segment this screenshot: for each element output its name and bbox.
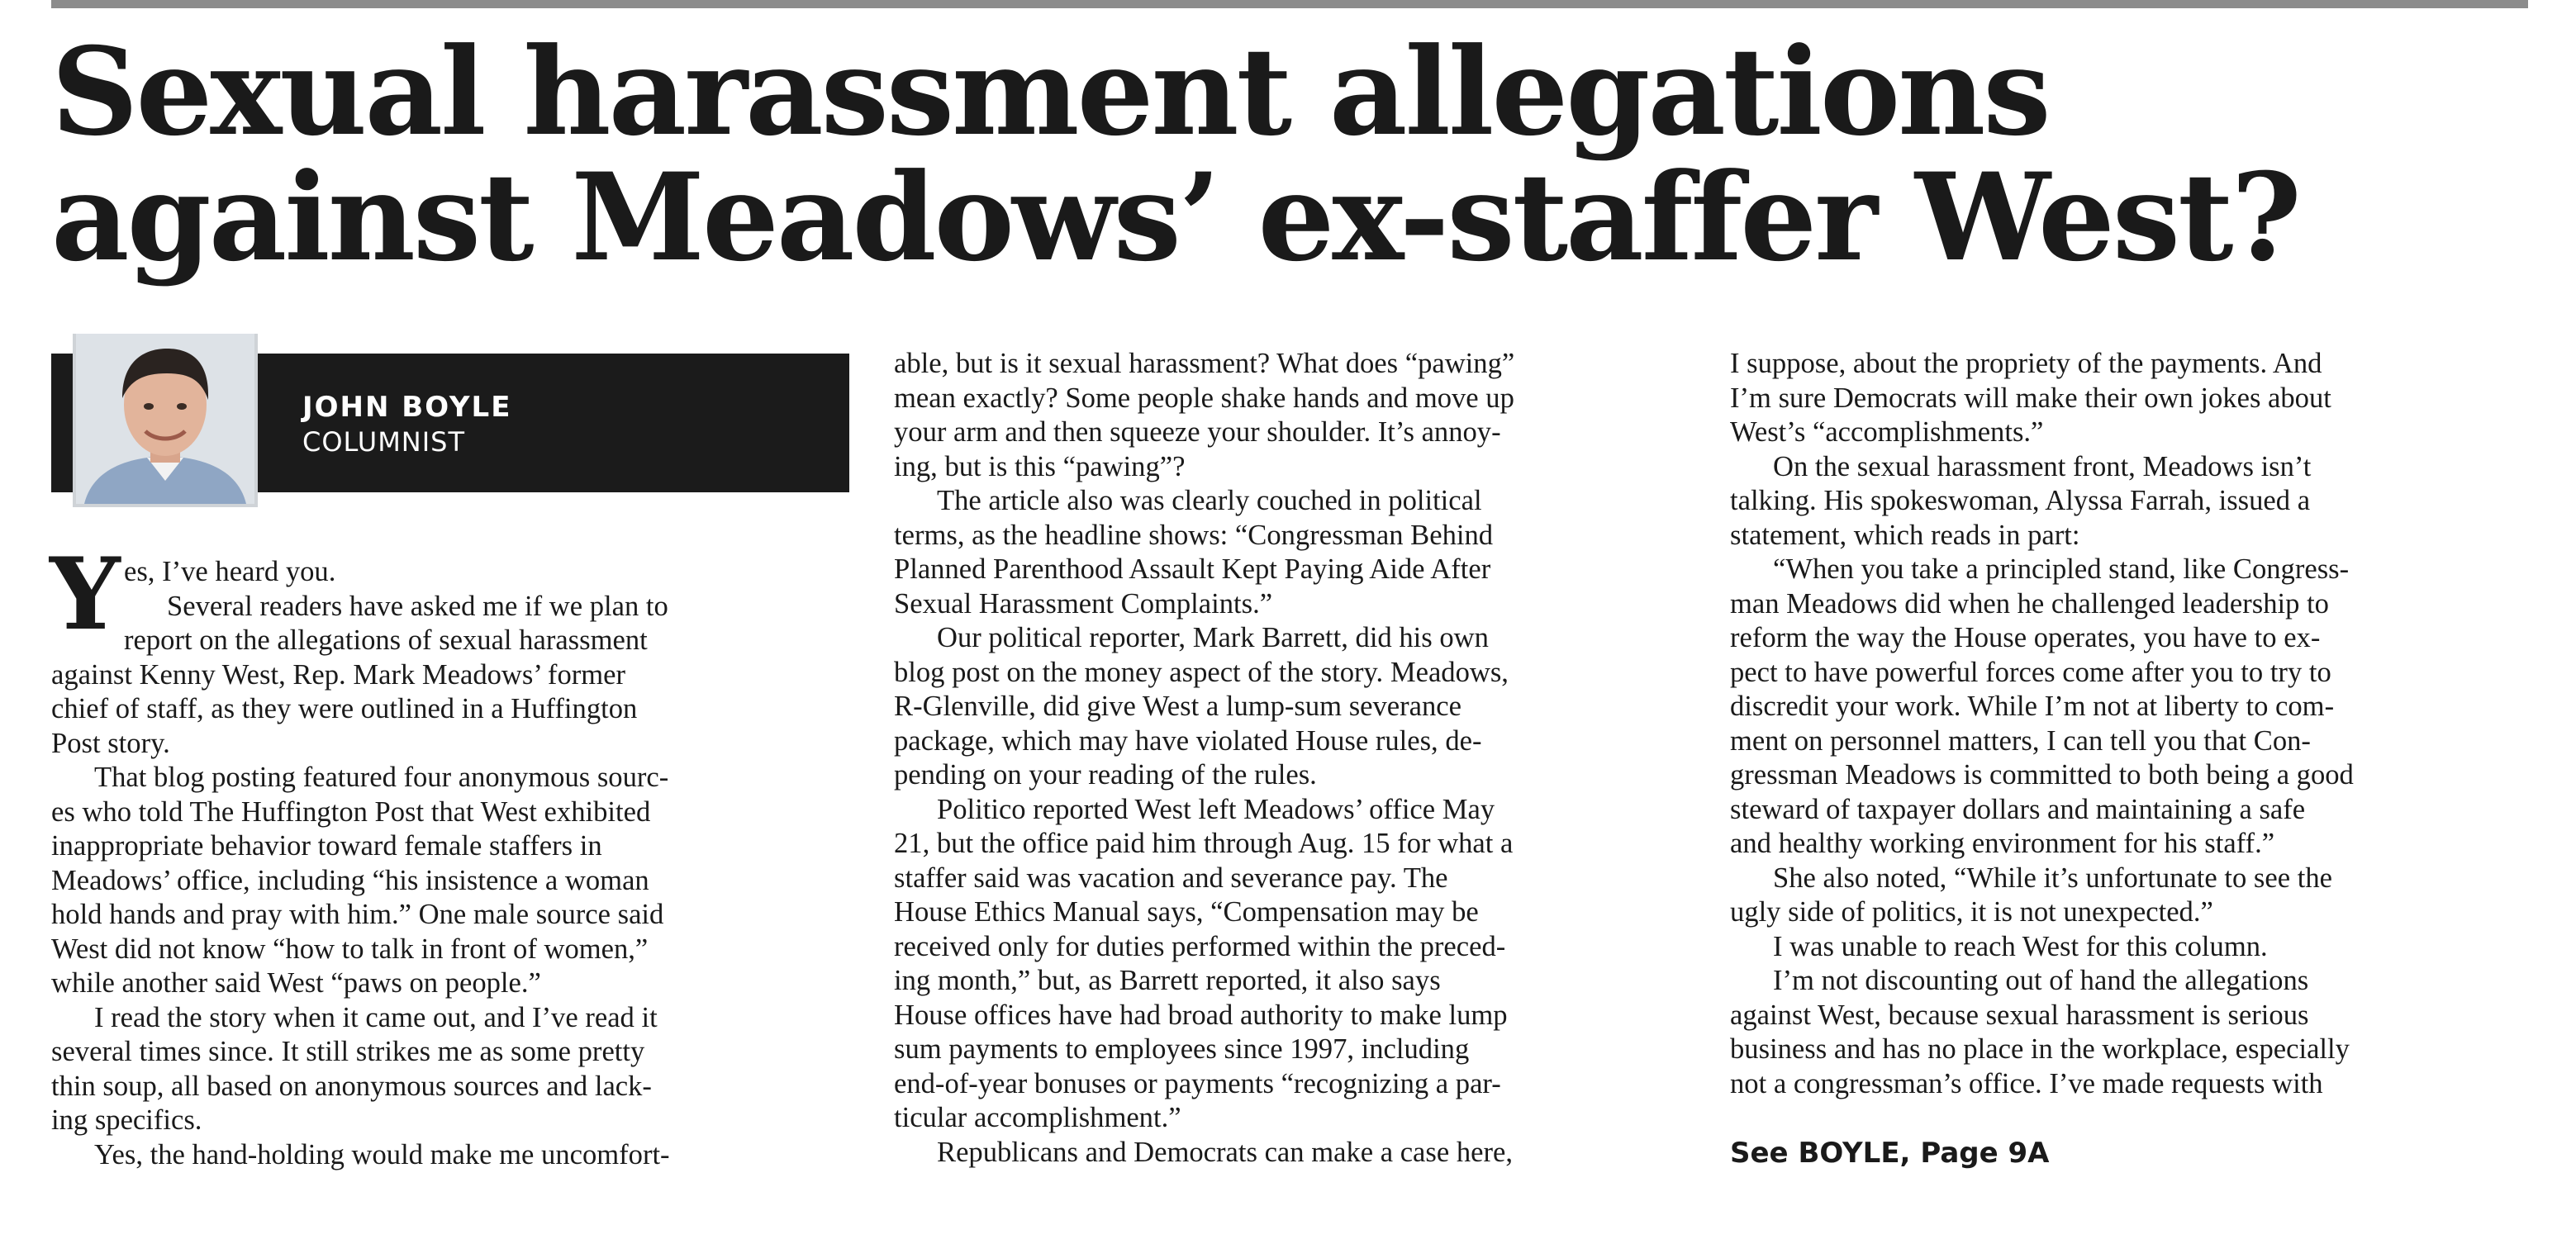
byline bbox=[302, 390, 511, 459]
paragraph-line: talking. His spokeswoman, Alyssa Farrah, issued a bbox=[1730, 485, 2311, 516]
paragraph-line: thin soup, all based on anonymous sources and lack- bbox=[51, 1070, 652, 1102]
paragraph-line: House Ethics Manual says, “Compensation may be bbox=[894, 896, 1479, 928]
paragraph-line: staffer said was vacation and severance pay. The bbox=[894, 862, 1448, 894]
paragraph-line: your arm and then squeeze your shoulder. It’s annoy- bbox=[894, 416, 1501, 448]
article-column-3 bbox=[1730, 347, 2354, 1101]
article-column-1 bbox=[51, 555, 670, 1172]
paragraph-line: pending on your reading of the rules. bbox=[894, 759, 1317, 791]
paragraph-line: end-of-year bonuses or payments “recognizing a par- bbox=[894, 1067, 1501, 1099]
paragraph-line: Republicans and Democrats can make a case here, bbox=[937, 1136, 1513, 1168]
paragraph-line: I was unable to reach West for this column. bbox=[1773, 930, 2268, 962]
headline-line-2: against Meadows’ ex-staffer West? bbox=[51, 147, 2300, 288]
paragraph-line: chief of staff, as they were outlined in a Huffington bbox=[51, 693, 638, 724]
paragraph-line: sum payments to employees since 1997, including bbox=[894, 1033, 1470, 1065]
paragraph-line: I suppose, about the propriety of the payments. And bbox=[1730, 348, 2322, 379]
paragraph-line: able, but is it sexual harassment? What does “pawing” bbox=[894, 348, 1515, 379]
paragraph-line: I’m sure Democrats will make their own jokes about bbox=[1730, 382, 2331, 414]
headline bbox=[51, 21, 2528, 288]
paragraph-line: terms, as the headline shows: “Congressman Behind bbox=[894, 519, 1494, 551]
article-column-2 bbox=[894, 347, 1514, 1170]
paragraph-line: gressman Meadows is committed to both being a good bbox=[1730, 759, 2354, 791]
paragraph-line: West’s “accomplishments.” bbox=[1730, 416, 2044, 448]
paragraph-line: ing, but is this “pawing”? bbox=[894, 450, 1186, 482]
paragraph-line: R-Glenville, did give West a lump-sum severance bbox=[894, 691, 1462, 722]
paragraph-line: Yes, the hand-holding would make me uncomfort- bbox=[94, 1138, 670, 1170]
paragraph-line: She also noted, “While it’s unfortunate to see the bbox=[1773, 862, 2332, 894]
paragraph-line: Our political reporter, Mark Barrett, did his own bbox=[937, 622, 1489, 653]
paragraph-line: The article also was clearly couched in political bbox=[937, 485, 1482, 516]
paragraph-line: 21, but the office paid him through Aug. 15 for what a bbox=[894, 828, 1514, 859]
paragraph-line: steward of taxpayer dollars and maintaining a safe bbox=[1730, 793, 2306, 825]
paragraph-line: Sexual Harassment Complaints.” bbox=[894, 587, 1273, 620]
paragraph-line: ugly side of politics, it is not unexpected.” bbox=[1730, 896, 2213, 928]
paragraph-line: Politico reported West left Meadows’ office May bbox=[937, 793, 1495, 825]
headshot-illustration bbox=[76, 334, 254, 504]
paragraph-line: pect to have powerful forces come after you to try to bbox=[1730, 656, 2331, 688]
paragraph-line: while another said West “paws on people.” bbox=[51, 967, 541, 999]
byline-name: JOHN BOYLE bbox=[302, 391, 512, 424]
paragraph-line: not a congressman’s office. I’ve made requests with bbox=[1730, 1067, 2323, 1099]
paragraph-line: ment on personnel matters, I can tell you that Con- bbox=[1730, 724, 2311, 757]
paragraph-line: several times since. It still strikes me as some pretty bbox=[51, 1036, 645, 1067]
byline-title: COLUMNIST bbox=[302, 426, 466, 458]
paragraph-line: inappropriate behavior toward female staffers in bbox=[51, 830, 602, 862]
paragraph-line: mean exactly? Some people shake hands and move up bbox=[894, 382, 1514, 414]
paragraph-line: business and has no place in the workplace, especially bbox=[1730, 1033, 2350, 1065]
paragraph-line: blog post on the money aspect of the story. Meadows, bbox=[894, 656, 1509, 688]
columnist-headshot bbox=[76, 334, 254, 504]
headline-line-1: Sexual harassment allegations bbox=[51, 21, 2049, 163]
top-rule bbox=[51, 0, 2528, 8]
paragraph-line: hold hands and pray with him.” One male source said bbox=[51, 899, 664, 930]
paragraph-line: On the sexual harassment front, Meadows isn’t bbox=[1773, 450, 2312, 482]
paragraph-line: package, which may have violated House rules, de- bbox=[894, 724, 1482, 757]
paragraph-line: Post story. bbox=[51, 727, 170, 759]
continuation-line: See BOYLE, Page 9A bbox=[1730, 1137, 2050, 1170]
paragraph-line: I read the story when it came out, and I’ve read it bbox=[94, 1001, 658, 1033]
paragraph-line: I’m not discounting out of hand the allegations bbox=[1773, 965, 2309, 996]
paragraph-line: House offices have had broad authority to make lump bbox=[894, 999, 1508, 1031]
paragraph-line: discredit your work. While I’m not at liberty to com- bbox=[1730, 691, 2335, 722]
paragraph-line: report on the allegations of sexual harassment bbox=[124, 624, 648, 656]
paragraph-line: es who told The Huffington Post that West exhibited bbox=[51, 795, 651, 828]
paragraph-line: West did not know “how to talk in front of women,” bbox=[51, 933, 649, 965]
paragraph-line: ing specifics. bbox=[51, 1104, 202, 1136]
paragraph-line: Planned Parenthood Assault Kept Paying Aide After bbox=[894, 553, 1491, 585]
paragraph-line: man Meadows did when he challenged leadership to bbox=[1730, 587, 2329, 620]
paragraph-line: ing month,” but, as Barrett reported, it also says bbox=[894, 965, 1441, 996]
paragraph-line: ticular accomplishment.” bbox=[894, 1102, 1181, 1133]
paragraph-line: statement, which reads in part: bbox=[1730, 519, 2080, 551]
paragraph-line: against West, because sexual harassment is serious bbox=[1730, 999, 2309, 1031]
drop-cap: Y bbox=[50, 536, 121, 653]
paragraph-line: received only for duties performed within the preced- bbox=[894, 930, 1506, 962]
paragraph-line: “When you take a principled stand, like Congress- bbox=[1773, 553, 2350, 585]
paragraph-line: es, I’ve heard you. bbox=[124, 556, 336, 587]
paragraph-line: reform the way the House operates, you have to ex- bbox=[1730, 622, 2321, 653]
paragraph-line: and healthy working environment for his staff.” bbox=[1730, 828, 2275, 859]
paragraph-line: That blog posting featured four anonymous sourc- bbox=[94, 762, 669, 793]
paragraph-line: Several readers have asked me if we plan to bbox=[167, 590, 668, 622]
paragraph-line: against Kenny West, Rep. Mark Meadows’ former bbox=[51, 658, 626, 691]
paragraph-line: Meadows’ office, including “his insistence a woman bbox=[51, 864, 649, 896]
